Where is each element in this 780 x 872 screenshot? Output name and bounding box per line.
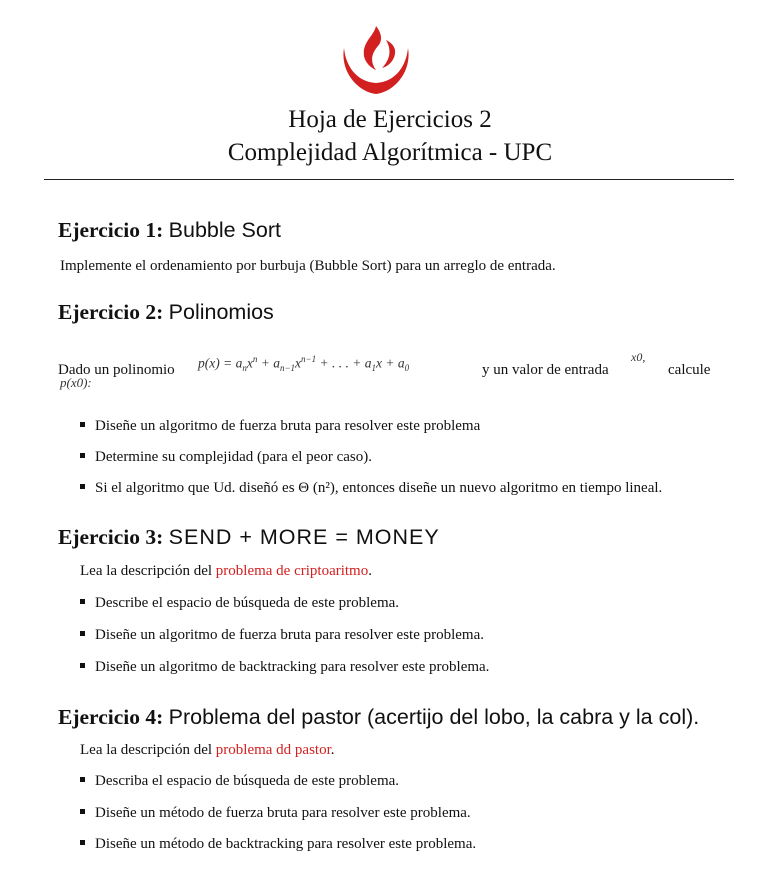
- ex1-text: Implemente el ordenamiento por burbuja (Bubble Sort) para un arreglo de entrada.: [60, 258, 556, 274]
- header-divider: [44, 179, 734, 180]
- ex3-bullet-1: Describe el espacio de búsqueda de este problema.: [80, 595, 399, 612]
- ex2-mid: y un valor de entrada: [482, 362, 609, 378]
- x0-symbol: x0,: [631, 350, 646, 364]
- bullet-icon: [80, 631, 85, 636]
- ex2-bullet-3: Si el algoritmo que Ud. diseñó es Θ (n²), entonces diseñe un nuevo algoritmo en tiempo lineal.: [80, 480, 662, 497]
- ex2-label: Ejercicio 2:: [58, 300, 164, 324]
- ex4-heading: [58, 705, 699, 730]
- bullet-icon: [80, 453, 85, 458]
- ex2-end: calcule: [668, 362, 711, 378]
- bullet-icon: [80, 484, 85, 489]
- ex3-bullet-2: Diseñe un algoritmo de fuerza bruta para resolver este problema.: [80, 627, 484, 644]
- ex4-bullet-3: Diseñe un método de backtracking para resolver este problema.: [80, 836, 476, 853]
- ex4-bullet-2: Diseñe un método de fuerza bruta para resolver este problema.: [80, 805, 471, 822]
- criptoaritmo-link[interactable]: problema de criptoaritmo: [215, 563, 369, 579]
- bullet-icon: [80, 663, 85, 668]
- polynomial-formula: $p(x) = a_nx^n + a_{n-1}x^{n-1}$ + . . . + $a_1x + a_0$: [198, 354, 410, 374]
- bullet-icon: [80, 599, 85, 604]
- ex2-bullet-2: Determine su complejidad (para el peor caso).: [80, 449, 372, 466]
- ex4-label: Ejercicio 4:: [58, 705, 164, 729]
- ex3-bullet-3: Diseñe un algoritmo de backtracking para resolver este problema.: [80, 659, 489, 676]
- page-title: Hoja de Ejercicios 2: [288, 106, 492, 133]
- ex1-label: Ejercicio 1:: [58, 218, 164, 242]
- ex3-topic: SEND + MORE = MONEY: [168, 525, 440, 549]
- pastor-link[interactable]: problema dd pastor: [215, 742, 331, 758]
- bullet-icon: [80, 777, 85, 782]
- ex2-bullet-1: Diseñe un algoritmo de fuerza bruta para resolver este problema: [80, 418, 480, 435]
- ex1-topic: Bubble Sort: [168, 218, 281, 242]
- bullet-icon: [80, 840, 85, 845]
- ex4-intro-line: Lea la descripción del problema dd pastor.: [80, 742, 335, 758]
- p-x0-symbol: p(x0):: [60, 375, 92, 390]
- ex3-intro-line: Lea la descripción del problema de criptoaritmo.: [80, 563, 372, 579]
- page-subtitle: Complejidad Algorítmica - UPC: [227, 139, 553, 166]
- ex1-heading: [58, 218, 281, 243]
- ex3-label: Ejercicio 3:: [58, 525, 164, 549]
- ex4-topic: Problema del pastor (acertijo del lobo, la cabra y la col).: [168, 705, 700, 729]
- bullet-icon: [80, 422, 85, 427]
- upc-flame-logo: [340, 26, 412, 96]
- ex2-intro: Dado un polinomio: [58, 362, 175, 378]
- ex2-topic: Polinomios: [168, 300, 274, 324]
- ex3-heading: [58, 525, 440, 550]
- ex2-heading: [58, 300, 274, 325]
- ex4-bullet-1: Describa el espacio de búsqueda de este problema.: [80, 773, 399, 790]
- bullet-icon: [80, 809, 85, 814]
